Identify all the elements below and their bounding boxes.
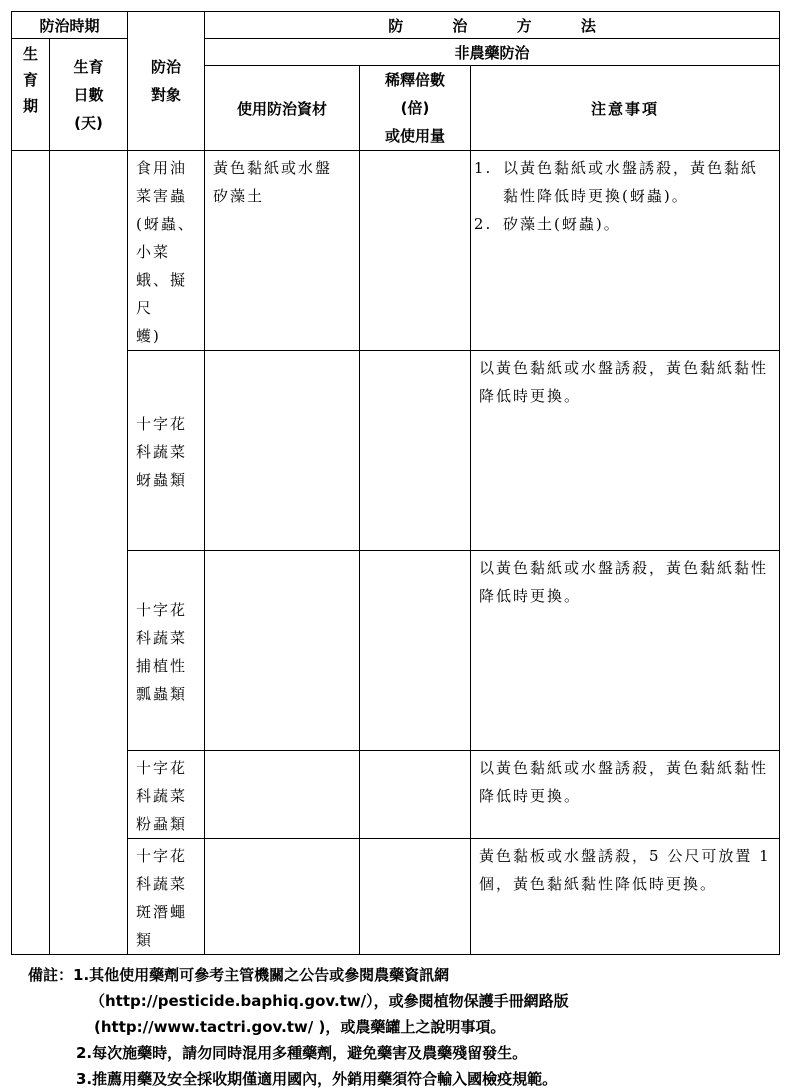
days-cell	[50, 151, 128, 955]
dilution-cell	[360, 751, 471, 839]
footnote-line: （http://pesticide.baphiq.gov.tw/），或參閱植物保護手冊網路版	[90, 992, 569, 1010]
material-cell	[205, 351, 360, 551]
target-cell: 十字花 科蔬菜 斑潛蠅 類	[128, 839, 205, 955]
notes-cell: 黃色黏板或水盤誘殺，5 公尺可放置 1 個，黃色黏紙黏性降低時更換。	[471, 839, 780, 955]
note-item: 1. 以黃色黏紙或水盤誘殺，黃色黏紙黏性降低時更換(蚜蟲)。	[499, 154, 771, 210]
footnote-line: 3.推薦用藥及安全採收期僅適用國內，外銷用藥須符合輸入國檢疫規範。	[76, 1070, 558, 1088]
notes-cell: 以黃色黏紙或水盤誘殺，黃色黏紙黏性降低時更換。	[471, 551, 780, 751]
dilution-cell	[360, 839, 471, 955]
material-cell: 黃色黏紙或水盤 矽藻土	[205, 151, 360, 351]
target-cell: 十字花 科蔬菜 捕植性 瓢蟲類	[128, 551, 205, 751]
header-dilution: 稀釋倍數 (倍) 或使用量	[360, 66, 471, 151]
header-stage: 生 育 期	[12, 39, 50, 151]
pest-control-table	[11, 11, 780, 955]
dilution-cell	[360, 151, 471, 351]
header-notes: 注意事項	[471, 66, 780, 151]
target-cell: 食用油 菜害蟲 (蚜蟲、 小菜 蛾、擬尺 蠖)	[128, 151, 205, 351]
notes-cell: 以黃色黏紙或水盤誘殺，黃色黏紙黏性降低時更換。	[471, 351, 780, 551]
footnote	[28, 962, 788, 1092]
target-cell: 十字花 科蔬菜 蚜蟲類	[128, 351, 205, 551]
footnote-label: 備註：	[28, 966, 74, 984]
footnote-line: 2.每次施藥時，請勿同時混用多種藥劑，避免藥害及農藥殘留發生。	[76, 1044, 528, 1062]
material-cell	[205, 751, 360, 839]
note-item: 2. 矽藻土(蚜蟲)。	[499, 210, 771, 238]
footnote-line: (http://www.tactri.gov.tw/ )，或農藥罐上之說明事項。	[94, 1018, 506, 1036]
dilution-cell	[360, 551, 471, 751]
dilution-cell	[360, 351, 471, 551]
material-cell	[205, 551, 360, 751]
header-days: 生育 日數 (天)	[50, 39, 128, 151]
material-cell	[205, 839, 360, 955]
notes-cell: 以黃色黏紙或水盤誘殺，黃色黏紙黏性降低時更換。	[471, 751, 780, 839]
header-method: 防 治 方 法	[205, 12, 780, 39]
header-period: 防治時期	[12, 12, 128, 39]
target-cell: 十字花 科蔬菜 粉蝨類	[128, 751, 205, 839]
footnote-line: 備註：1.其他使用藥劑可參考主管機關之公告或參閱農藥資訊網	[28, 966, 450, 984]
header-target: 防治 對象	[128, 12, 205, 151]
stage-cell	[12, 151, 50, 955]
header-non-pesticide: 非農藥防治	[205, 39, 780, 66]
notes-cell	[471, 151, 780, 351]
header-material: 使用防治資材	[205, 66, 360, 151]
